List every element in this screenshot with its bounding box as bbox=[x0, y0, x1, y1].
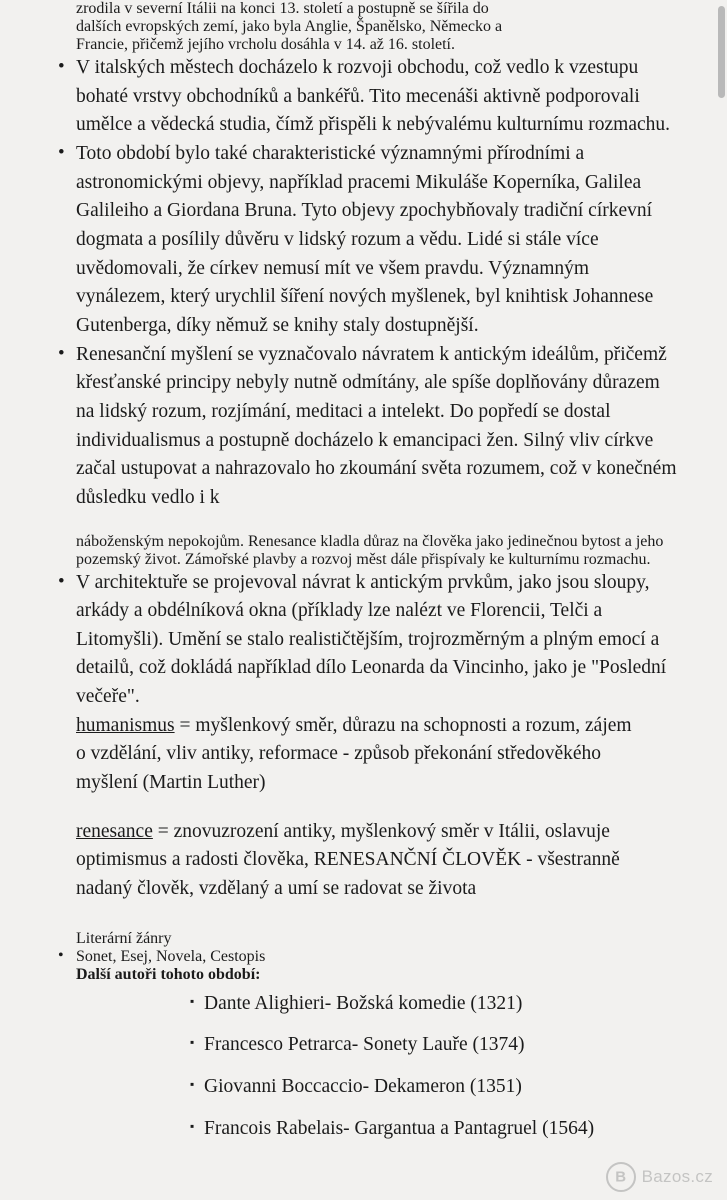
definition-text: myšlení (Martin Luther) bbox=[76, 772, 266, 794]
list-item: ▪ Dante Alighieri- Božská komedie (1321) bbox=[190, 990, 682, 1019]
bullet-line: nebývalému kulturnímu rozmachu. bbox=[396, 114, 671, 136]
intro-paragraph bbox=[76, 0, 682, 54]
bullet-line: doplňovány důrazem na lidský rozum, rozjímání, meditaci a bbox=[76, 372, 660, 422]
bullet-line: vzestupu bohaté vrstvy obchodníků a bankéřů. Tito mecenáši bbox=[76, 57, 639, 107]
definition-first-line bbox=[76, 818, 682, 847]
definition-text: = myšlenkový směr, důrazu na schopnosti a rozum, zájem bbox=[174, 714, 632, 736]
list-item: ▪ Francesco Petrarca- Sonety Lauře (1374) bbox=[190, 1031, 682, 1060]
bullet-line: Lidé si stále více uvědomovali, že církev nemusí mít ve všem bbox=[76, 228, 599, 279]
definition-renesance bbox=[76, 818, 682, 904]
bazos-logo-icon bbox=[606, 1162, 636, 1192]
bullet-list-architecture bbox=[40, 569, 682, 712]
intro-line: zrodila v severní Itálii na konci 13. století a postupně se šířila do bbox=[76, 0, 489, 17]
continuation-line: jedinečnou bytost a jeho pozemský život. Zámořské plavby a rozvoj bbox=[76, 532, 664, 568]
bullet-line: k emancipaci žen. Silný vliv církve začal ustupovat a nahrazovalo bbox=[76, 429, 654, 480]
bullet-line: Toto období bylo také charakteristické významnými přírodními a bbox=[76, 142, 585, 164]
bullet-line: staly dostupnější. bbox=[343, 314, 479, 336]
watermark-label: Bazos.cz bbox=[641, 1167, 713, 1186]
scrollbar-thumb[interactable] bbox=[718, 6, 725, 98]
continuation-paragraph bbox=[76, 533, 682, 569]
bullet-line: sloupy, arkády a obdélníková okna (příklady lze nalézt ve Florencii, bbox=[76, 571, 650, 622]
continuation-line: měst dále přispívaly ke kulturnímu rozmachu. bbox=[356, 550, 651, 568]
bullet-line: astronomickými objevy, například pracemi Mikuláše Koperníka, bbox=[76, 171, 580, 193]
definition-text: o vzdělání, vliv antiky, reformace - způsob překonání středověkého bbox=[76, 743, 602, 765]
bullet-line: Renesanční myšlení se vyznačovalo návratem k antickým ideálům, bbox=[76, 343, 600, 365]
bullet-item-architecture bbox=[54, 569, 682, 712]
bullet-line: ho zkoumání světa rozumem, což v konečném důsledku vedlo i k bbox=[76, 458, 677, 508]
watermark bbox=[606, 1162, 713, 1192]
intro-line: Francie, přičemž jejího vrcholu dosáhla v 14. až 16. století. bbox=[76, 36, 455, 53]
spacer bbox=[40, 513, 682, 533]
bullet-line: aktivně podporovali umělce a vědecká studia, čímž přispěli k bbox=[76, 85, 640, 136]
bullet-line: V architektuře se projevoval návrat k antickým prvkům, jako jsou bbox=[76, 571, 589, 593]
definition-first-line bbox=[76, 712, 682, 741]
genres-list: • Sonet, Esej, Novela, Cestopis bbox=[54, 948, 682, 966]
bullet-line: tradiční církevní dogmata a posílily důvěru v lidský rozum a vědu. bbox=[76, 200, 653, 250]
bullet-item-discoveries bbox=[54, 140, 682, 341]
bullet-item-trade bbox=[54, 54, 682, 140]
definition-term: renesance bbox=[76, 820, 153, 842]
bullet-line: Galilea Galileiho a Giordana Bruna. Tyto objevy zpochybňovaly bbox=[76, 171, 642, 222]
bullet-line: Telči a Litomyšli). Umění se stalo realističtějším, trojrozměrným a bbox=[76, 600, 603, 650]
bullet-line: Vincinho, jako je "Poslední večeře". bbox=[76, 657, 667, 708]
bullet-line: myšlenek, byl knihtisk Johannese Gutenberga, díky němuž se knihy bbox=[76, 286, 654, 336]
bullet-line: plným emocí a detailů, což dokládá například dílo Leonarda da bbox=[76, 628, 660, 679]
vertical-scrollbar[interactable] bbox=[715, 0, 727, 1200]
spacer bbox=[40, 904, 682, 930]
authors-list bbox=[40, 990, 682, 1144]
definition-text: nadaný člověk, vzdělaný a umí se radovat se života bbox=[76, 878, 477, 900]
definition-text: optimismus a radosti člověka, RENESANČNÍ ČLOVĚK - všestranně bbox=[76, 849, 620, 871]
bullet-list bbox=[40, 54, 682, 513]
bullet-line: V italských městech docházelo k rozvoji obchodu, což vedlo k bbox=[76, 57, 565, 78]
spacer bbox=[40, 798, 682, 818]
bullet-line: přičemž křesťanské principy nebyly nutně odmítány, ale spíše bbox=[76, 343, 667, 394]
bullet-line: intelekt. Do popředí se dostal individualismus a postupně docházelo bbox=[76, 400, 611, 451]
continuation-line: náboženským nepokojům. Renesance kladla důraz na člověka jako bbox=[76, 532, 504, 550]
bullet-item-thinking bbox=[54, 341, 682, 513]
list-item: ▪ Giovanni Boccaccio- Dekameron (1351) bbox=[190, 1073, 682, 1102]
list-item: ▪ Francois Rabelais- Gargantua a Pantagruel (1564) bbox=[190, 1115, 682, 1144]
bullet-line: pravdu. Významným vynálezem, který urychlil šíření nových bbox=[76, 257, 590, 308]
genres-heading: Literární žánry bbox=[76, 929, 172, 947]
definition-text: = znovuzrození antiky, myšlenkový směr v Itálii, oslavuje bbox=[152, 820, 610, 842]
intro-line: dalších evropských zemí, jako byla Anglie, Španělsko, Německo a bbox=[76, 18, 503, 35]
authors-heading: Další autoři tohoto období: bbox=[76, 965, 261, 983]
definition-humanismus bbox=[76, 712, 682, 798]
definition-term: humanismus bbox=[76, 714, 175, 736]
